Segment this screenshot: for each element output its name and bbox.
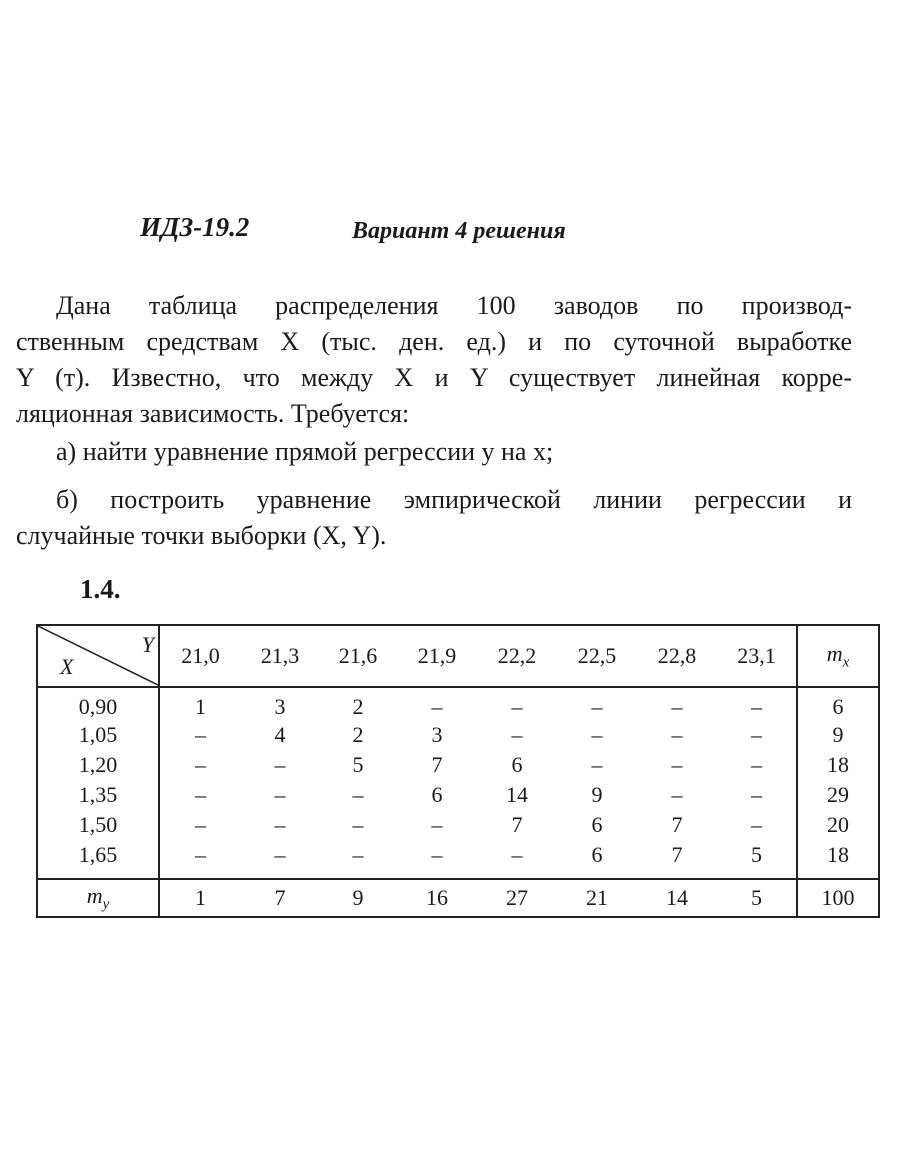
my-totals-row <box>37 879 879 917</box>
frequency-cell: – <box>511 694 523 719</box>
frequency-cell: – <box>431 842 443 867</box>
table-row <box>37 750 879 780</box>
frequency-cell: 7 <box>431 752 443 777</box>
corner-cell <box>37 625 159 687</box>
frequency-cell: – <box>591 722 603 747</box>
my-cell: 16 <box>397 879 477 917</box>
table-header-row <box>37 625 879 687</box>
frequency-cell: – <box>671 782 683 807</box>
y-value-header: 21,9 <box>397 625 477 687</box>
frequency-cell: – <box>274 782 286 807</box>
frequency-cell: 14 <box>506 782 528 807</box>
total-cell: 100 <box>797 879 879 917</box>
frequency-cell: – <box>195 782 206 807</box>
frequency-cell: – <box>751 722 762 747</box>
frequency-cell: – <box>431 812 443 837</box>
frequency-cell: – <box>511 722 523 747</box>
frequency-cell: – <box>352 812 364 837</box>
frequency-cell: – <box>195 752 206 777</box>
x-value-cell: 1,65 <box>37 840 159 879</box>
my-cell: 21 <box>557 879 637 917</box>
statement-line: ственным средствам X (тыс. ден. ед.) и по суточной выработке <box>16 327 852 356</box>
distribution-table <box>36 624 880 918</box>
frequency-cell: 7 <box>671 842 683 867</box>
frequency-cell: – <box>751 812 762 837</box>
task-b <box>16 482 852 554</box>
frequency-cell: – <box>431 694 443 719</box>
frequency-cell: 2 <box>352 722 364 747</box>
corner-x-label: X <box>60 654 74 679</box>
y-value-header: 23,1 <box>717 625 797 687</box>
x-value-cell: 0,90 <box>37 687 159 720</box>
statement-line: Дана таблица распределения 100 заводов по производ- <box>56 291 852 320</box>
my-subscript: y <box>102 896 110 913</box>
frequency-cell: – <box>352 842 364 867</box>
variant-title: Вариант 4 решения <box>352 218 566 244</box>
frequency-cell: 9 <box>591 782 603 807</box>
mx-cell: 9 <box>797 720 879 750</box>
x-value-cell: 1,35 <box>37 780 159 810</box>
frequency-cell: – <box>591 694 603 719</box>
frequency-cell: 5 <box>751 842 762 867</box>
problem-heading <box>0 212 910 252</box>
y-value-header: 22,5 <box>557 625 637 687</box>
frequency-cell: 2 <box>352 694 364 719</box>
statement-line: Y (т). Известно, что между X и Y существует линейная корре- <box>16 363 852 392</box>
mx-cell: 20 <box>797 810 879 840</box>
task-number: 1.4. <box>80 574 121 604</box>
frequency-cell: 1 <box>195 694 206 719</box>
my-cell: 7 <box>241 879 319 917</box>
mx-cell: 18 <box>797 840 879 879</box>
my-label: m <box>86 882 103 908</box>
frequency-cell: 6 <box>591 842 603 867</box>
frequency-cell: – <box>274 842 286 867</box>
my-cell: 9 <box>319 879 397 917</box>
x-value-cell: 1,50 <box>37 810 159 840</box>
y-value-header: 21,0 <box>159 625 241 687</box>
frequency-cell: 3 <box>431 722 443 747</box>
frequency-cell: 6 <box>511 752 523 777</box>
x-value-cell: 1,05 <box>37 720 159 750</box>
problem-statement <box>16 288 852 432</box>
my-cell: 14 <box>637 879 717 917</box>
frequency-cell: 3 <box>274 694 286 719</box>
frequency-cell: – <box>274 812 286 837</box>
frequency-cell: 6 <box>591 812 603 837</box>
statement-line: ляционная зависимость. Требуется: <box>16 399 410 428</box>
table-row <box>37 720 879 750</box>
task-b-line: б) построить уравнение эмпирической линии регрессии и <box>56 485 852 514</box>
frequency-cell: – <box>352 782 364 807</box>
y-value-header: 21,3 <box>241 625 319 687</box>
frequency-cell: – <box>511 842 523 867</box>
frequency-cell: – <box>751 782 762 807</box>
x-value-cell: 1,20 <box>37 750 159 780</box>
table-row <box>37 810 879 840</box>
table-row <box>37 780 879 810</box>
task-a <box>16 434 852 470</box>
table-row <box>37 840 879 879</box>
frequency-cell: – <box>751 694 762 719</box>
mx-cell: 18 <box>797 750 879 780</box>
frequency-cell: 6 <box>431 782 443 807</box>
frequency-cell: – <box>671 694 683 719</box>
mx-cell: 29 <box>797 780 879 810</box>
frequency-cell: – <box>751 752 762 777</box>
frequency-cell: – <box>274 752 286 777</box>
mx-subscript: x <box>842 654 850 671</box>
frequency-cell: – <box>671 722 683 747</box>
my-cell: 1 <box>159 879 241 917</box>
corner-y-label: Y <box>141 632 154 657</box>
assignment-code: ИДЗ-19.2 <box>140 212 250 242</box>
my-label-cell <box>37 879 159 917</box>
y-value-header: 21,6 <box>319 625 397 687</box>
frequency-cell: – <box>195 842 206 867</box>
frequency-cell: 7 <box>511 812 523 837</box>
task-b-line: случайные точки выборки (X, Y). <box>16 521 387 550</box>
frequency-cell: 7 <box>671 812 683 837</box>
frequency-cell: – <box>591 752 603 777</box>
mx-header <box>797 625 879 687</box>
frequency-cell: – <box>671 752 683 777</box>
table-row <box>37 687 879 720</box>
frequency-cell: – <box>195 722 206 747</box>
mx-cell: 6 <box>797 687 879 720</box>
mx-label: m <box>826 640 843 666</box>
task-a-text: а) найти уравнение прямой регрессии y на x; <box>56 437 554 466</box>
frequency-cell: 5 <box>352 752 364 777</box>
my-cell: 27 <box>477 879 557 917</box>
y-value-header: 22,2 <box>477 625 557 687</box>
frequency-cell: – <box>195 812 206 837</box>
y-value-header: 22,8 <box>637 625 717 687</box>
frequency-cell: 4 <box>274 722 286 747</box>
my-cell: 5 <box>717 879 797 917</box>
